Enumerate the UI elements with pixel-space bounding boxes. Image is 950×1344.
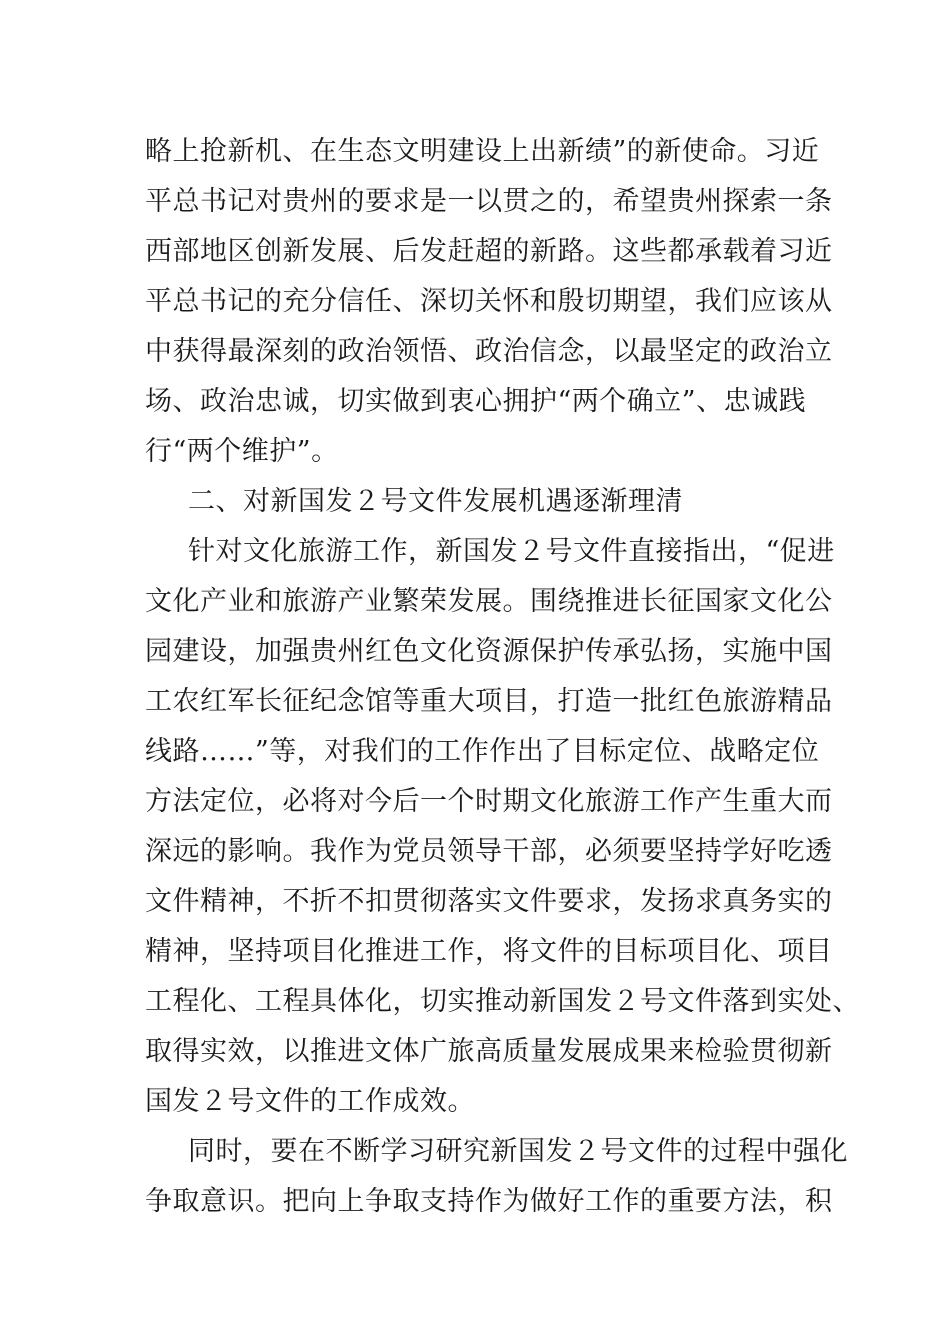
paragraph-line: 工程化、工程具体化，切实推动新国发２号文件落到实处、	[145, 986, 860, 1017]
section-heading: 二、对新国发２号文件发展机遇逐渐理清	[188, 486, 683, 517]
paragraph-line: 文件精神，不折不扣贯彻落实文件要求，发扬求真务实的	[145, 886, 833, 917]
paragraph-line: 平总书记对贵州的要求是一以贯之的，希望贵州探索一条	[145, 186, 833, 217]
paragraph-line: 中获得最深刻的政治领悟、政治信念，以最坚定的政治立	[145, 336, 833, 367]
paragraph-line: 同时，要在不断学习研究新国发２号文件的过程中强化	[188, 1136, 848, 1167]
paragraph-line: 平总书记的充分信任、深切关怀和殷切期望，我们应该从	[145, 286, 833, 317]
paragraph-line: 取得实效，以推进文体广旅高质量发展成果来检验贯彻新	[145, 1036, 833, 1067]
paragraph-line: 场、政治忠诚，切实做到衷心拥护“两个确立”、忠诚践	[145, 386, 807, 417]
paragraph-line: 行“两个维护”。	[145, 436, 339, 467]
paragraph-line: 文化产业和旅游产业繁荣发展。围绕推进长征国家文化公	[145, 586, 833, 617]
paragraph-line: 争取意识。把向上争取支持作为做好工作的重要方法，积	[145, 1186, 833, 1217]
paragraph-line: 略上抢新机、在生态文明建设上出新绩”的新使命。习近	[145, 136, 820, 167]
paragraph-line: 工农红军长征纪念馆等重大项目，打造一批红色旅游精品	[145, 686, 833, 717]
paragraph-line: 西部地区创新发展、后发赶超的新路。这些都承载着习近	[145, 236, 833, 267]
paragraph-line: 园建设，加强贵州红色文化资源保护传承弘扬，实施中国	[145, 636, 833, 667]
paragraph-line: 线路……”等，对我们的工作作出了目标定位、战略定位	[145, 736, 820, 767]
paragraph-line: 针对文化旅游工作，新国发２号文件直接指出，“促进	[188, 536, 835, 567]
paragraph-line: 国发２号文件的工作成效。	[145, 1086, 475, 1117]
paragraph-line: 深远的影响。我作为党员领导干部，必须要坚持学好吃透	[145, 836, 833, 867]
paragraph-line: 精神，坚持项目化推进工作，将文件的目标项目化、项目	[145, 936, 833, 967]
paragraph-line: 方法定位，必将对今后一个时期文化旅游工作产生重大而	[145, 786, 833, 817]
